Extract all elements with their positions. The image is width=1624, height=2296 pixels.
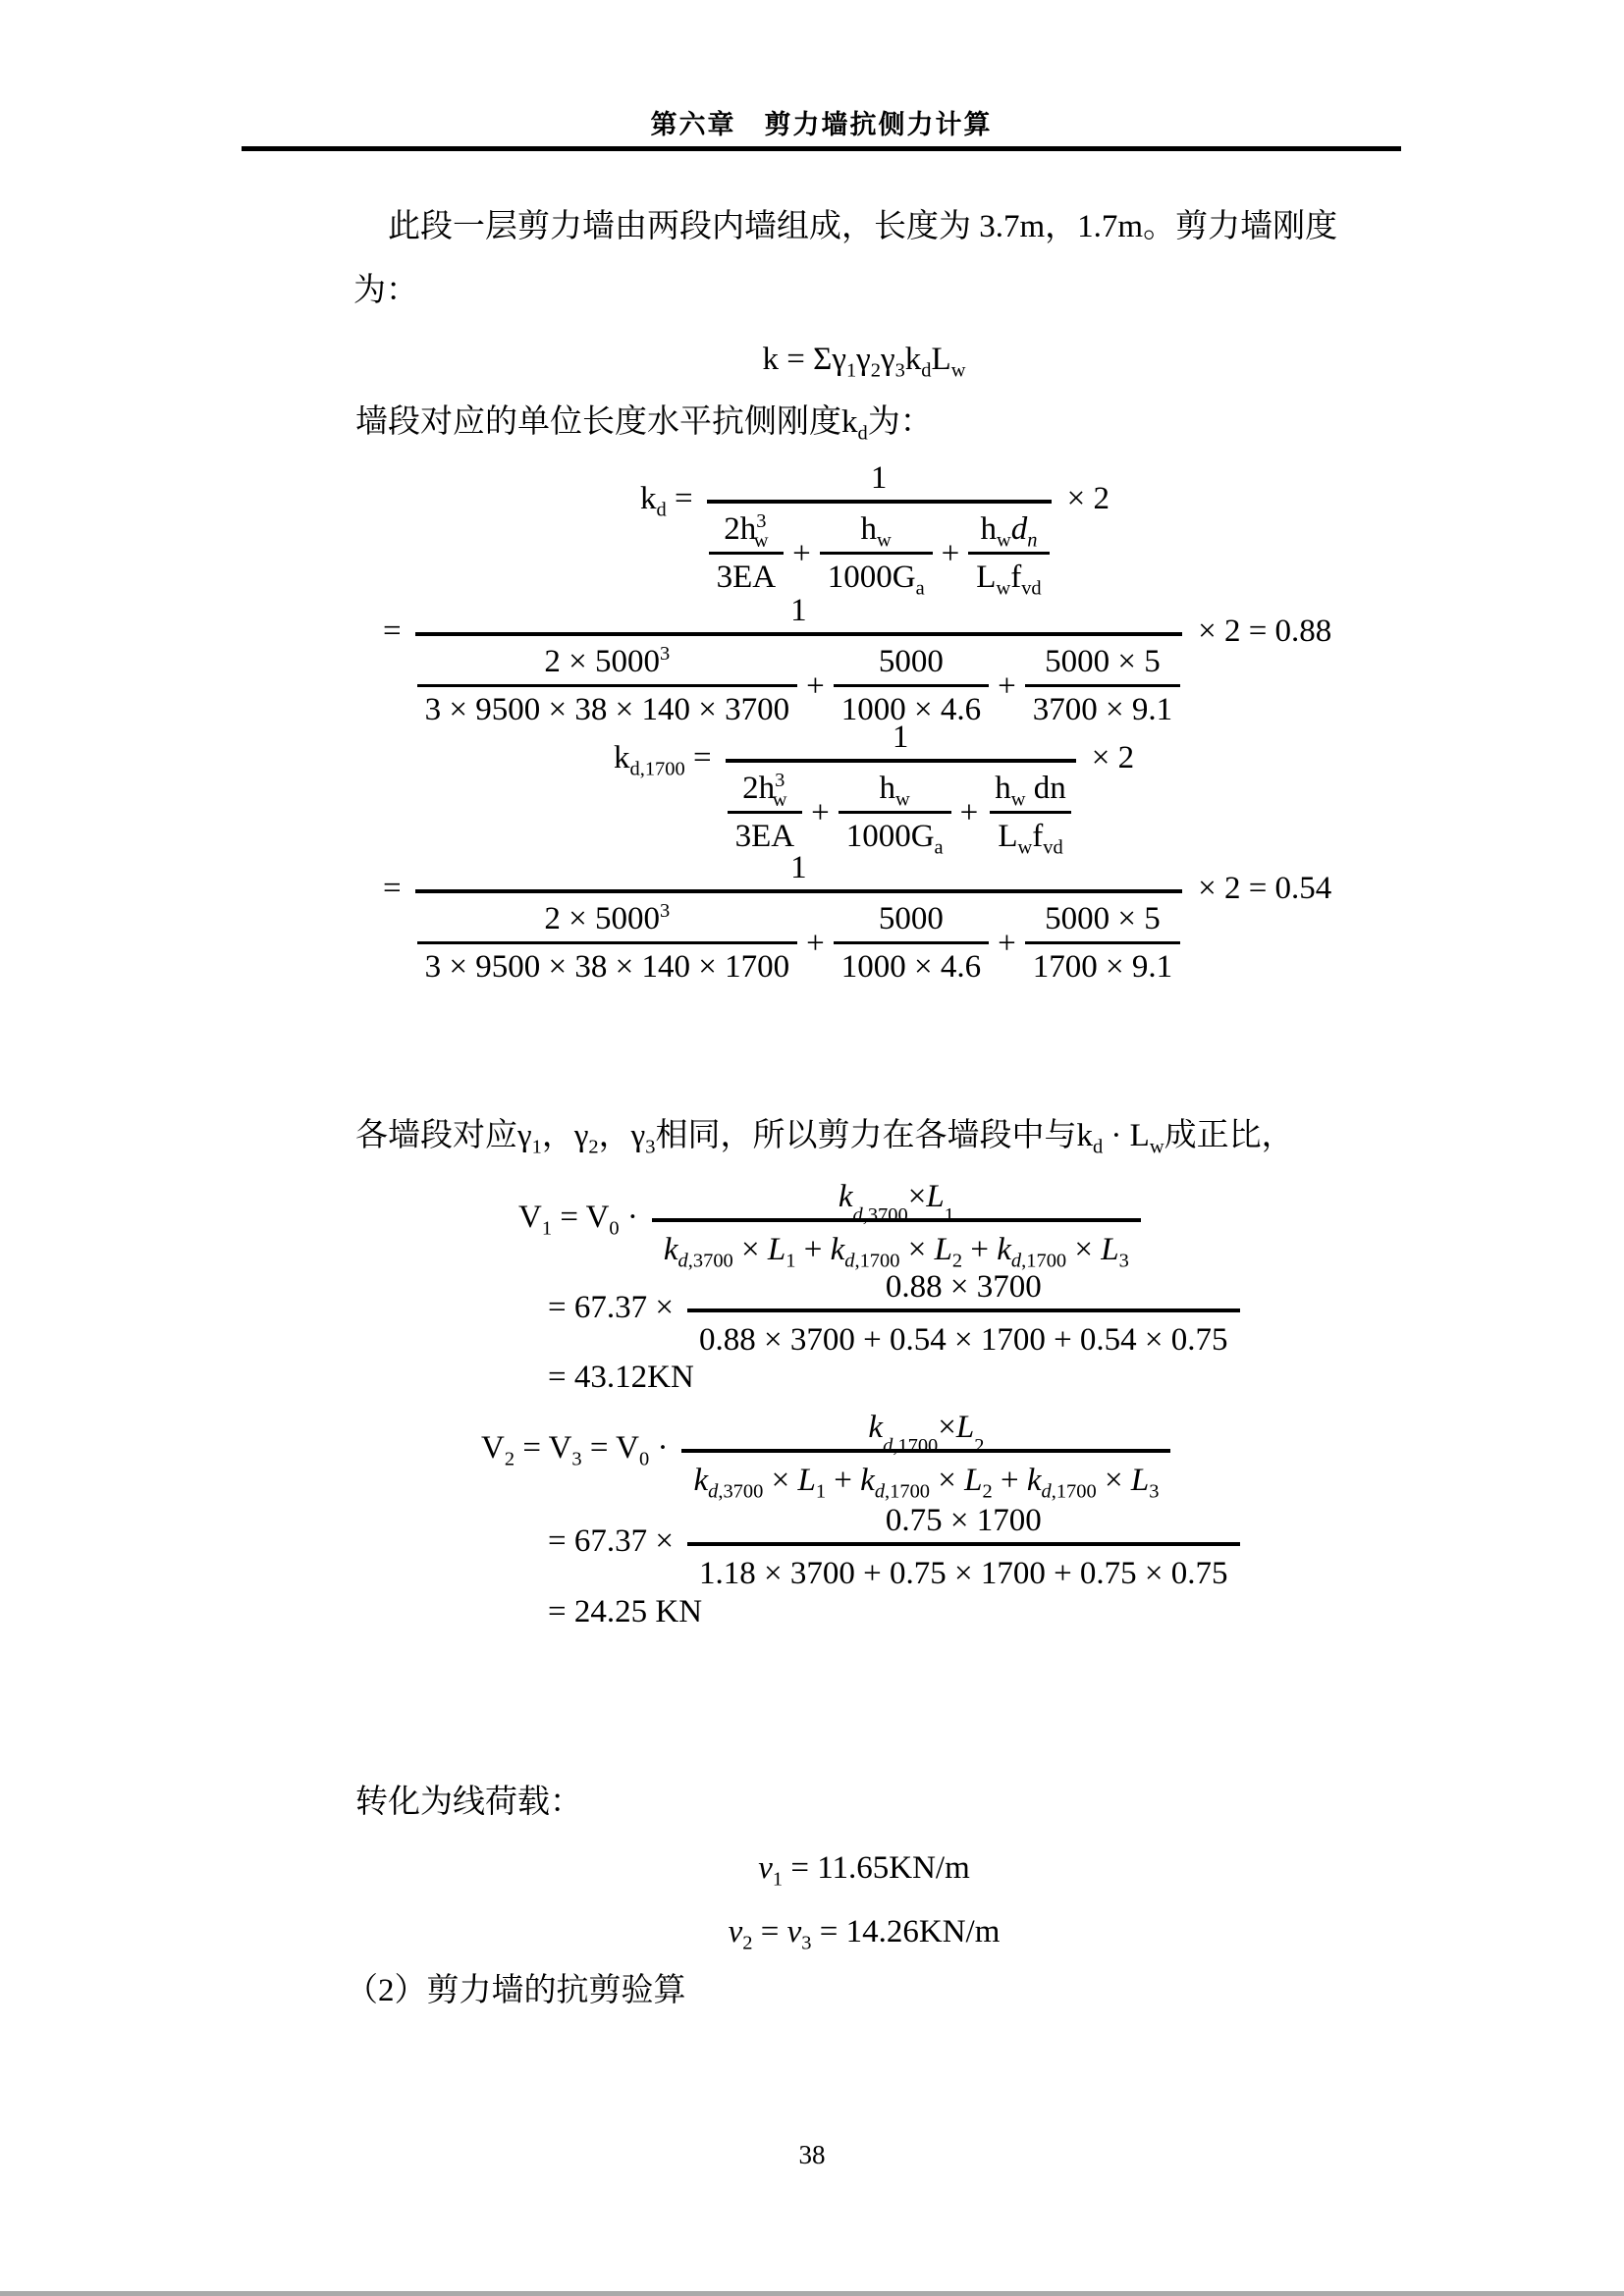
eq-v23-fraction — [681, 1399, 1170, 1504]
eq-kd1700-lhs: $k_{d,1700}$ = — [614, 740, 712, 780]
equation-nu1 — [245, 1846, 1483, 1890]
page-number: 38 — [798, 2140, 826, 2169]
eq-kd1700-term1-num: $2h^3_w$ — [742, 770, 787, 811]
eq-kd-term3-den: $L_wf_{vd}$ — [968, 552, 1049, 598]
eq-kdnum-term3-den: 3700 × 9.1 — [1025, 684, 1180, 730]
eq-kd1700num-term2-num: 5000 — [878, 901, 944, 936]
equation-v23 — [481, 1399, 1176, 1504]
eq-kdnum-term1-num: $2 \times 5000^3$ — [544, 643, 671, 679]
equation-nu1-text: $v_1 = 11.65KN/m$ — [758, 1850, 970, 1891]
plus-operator: + — [811, 794, 830, 830]
eq-kd-term2-num: $h_w$ — [860, 511, 892, 552]
eq-v23num-denominator: 1.18 × 3700 + 0.75 × 1700 + 0.75 × 0.75 — [687, 1542, 1240, 1597]
eq-kd1700num-term1-num: $2 \times 5000^3$ — [544, 900, 671, 936]
eq-kd1700-term3-num: $h_w$ dn — [995, 771, 1066, 811]
eq-kd1700-term2-den: $1000G_a$ — [839, 811, 951, 857]
plus-operator: + — [941, 535, 960, 571]
eq-v1-fraction — [652, 1168, 1141, 1273]
eq-kdnum-term2-den: 1000 × 4.6 — [834, 684, 989, 730]
eq-kd1700num-numerator: 1 — [790, 850, 807, 885]
paragraph-intro-line2: 为： — [353, 273, 418, 308]
eq-kdnum-numerator: 1 — [790, 593, 807, 628]
equation-v23-numeric — [548, 1492, 1246, 1597]
eq-kdnum-term2-num: 5000 — [878, 644, 944, 679]
eq-kd1700num-denominator — [415, 889, 1182, 988]
eq-kdnum-lhs: = — [383, 614, 402, 649]
plus-operator: + — [959, 794, 979, 830]
eq-kd1700num-fraction — [415, 839, 1182, 988]
eq-v23-denominator: $k_{d,3700} \times L_1 + k_{d,1700} \times L_2 + k_{d,1700} \times L_3$ — [681, 1449, 1170, 1504]
eq-kd1700-term2-num: $h_w$ — [879, 771, 910, 811]
eq-v23num-numerator: 0.75 × 1700 — [885, 1503, 1042, 1538]
eq-kd-term3-num: $h_wd_n$ — [980, 511, 1038, 552]
eq-kd1700num-term1-den: 3 × 9500 × 38 × 140 × 1700 — [417, 941, 797, 988]
eq-v23num-lhs: = 67.37 × — [548, 1523, 674, 1559]
paragraph-kd-intro: 墙段对应的单位长度水平抗侧刚度$k_d$为： — [355, 404, 933, 445]
equation-kd-definition — [640, 450, 1110, 598]
equation-k-total — [245, 338, 1483, 381]
equation-v23-result: = 24.25 KN — [548, 1594, 703, 1629]
paragraph-proportional: 各墙段对应$\gamma_1$，$\gamma_2$，$\gamma_3$相同，所以剪力在各墙段中与$k_d \cdot L_w$成正比， — [355, 1118, 1294, 1158]
eq-v1num-lhs: = 67.37 × — [548, 1290, 674, 1325]
eq-kd1700num-term2-den: 1000 × 4.6 — [834, 941, 989, 988]
eq-kd1700-fraction — [726, 709, 1076, 857]
eq-kd-term1-num: $2h^3_w$ — [724, 510, 769, 552]
eq-kd1700-term1-den: 3EA — [728, 811, 803, 857]
eq-v1num-numerator: 0.88 × 3700 — [885, 1269, 1042, 1305]
eq-kd1700-rhs: × 2 — [1091, 740, 1135, 775]
equation-v1 — [518, 1168, 1147, 1273]
eq-kd1700-numerator: 1 — [892, 720, 909, 755]
plus-operator: + — [792, 535, 811, 571]
eq-v1num-denominator: 0.88 × 3700 + 0.54 × 1700 + 0.54 × 0.75 — [687, 1308, 1240, 1363]
eq-kd1700num-term3-num: 5000 × 5 — [1045, 901, 1161, 936]
eq-kd1700num-result: × 2 = 0.54 — [1198, 871, 1332, 906]
header-rule — [242, 146, 1401, 151]
eq-v23num-fraction — [687, 1492, 1240, 1597]
equation-v1-numeric — [548, 1258, 1246, 1363]
equation-kd1700-definition — [614, 709, 1134, 857]
paragraph-line-load: 转化为线荷载： — [355, 1785, 582, 1820]
equation-k-total-text: $k = \Sigma\gamma_1\gamma_2\gamma_3k_dL_w$ — [762, 342, 966, 382]
equation-kd1700-numeric — [383, 839, 1331, 988]
eq-kd1700num-term3-den: 1700 × 9.1 — [1025, 941, 1180, 988]
scan-bottom-edge — [0, 2291, 1624, 2296]
eq-kdnum-term1-den: 3 × 9500 × 38 × 140 × 3700 — [417, 684, 797, 730]
eq-kd-term2-den: $1000G_a$ — [820, 552, 933, 598]
eq-v1-lhs: $V_1 = V_0$ · — [518, 1200, 638, 1240]
equation-nu23 — [245, 1910, 1483, 1953]
eq-kd-fraction — [707, 450, 1052, 598]
plus-operator: + — [998, 925, 1016, 961]
plus-operator: + — [998, 667, 1016, 704]
paragraph-intro-line1: 此段一层剪力墙由两段内墙组成，长度为 3.7m，1.7m。剪力墙刚度 — [388, 209, 1338, 244]
eq-v1-numerator: k d,3700 × L 1 — [838, 1179, 954, 1226]
plus-operator: + — [806, 667, 825, 704]
section-heading-shear-check: （2）剪力墙的抗剪验算 — [346, 1973, 686, 2008]
eq-kd1700num-lhs: = — [383, 871, 402, 906]
eq-v23-lhs: $V_2 = V_3 = V_0$ · — [481, 1430, 669, 1470]
eq-kd-term1-den: 3EA — [709, 552, 785, 598]
eq-kd-rhs: × 2 — [1066, 481, 1110, 516]
plus-operator: + — [806, 925, 825, 961]
eq-kdnum-result: × 2 = 0.88 — [1198, 614, 1332, 649]
eq-kd-lhs: $k_d$ = — [640, 481, 693, 521]
eq-v23-numerator: k d,1700 × L 2 — [868, 1410, 985, 1457]
eq-v1-denominator: $k_{d,3700} \times L_1 + k_{d,1700} \times L_2 + k_{d,1700} \times L_3$ — [652, 1218, 1141, 1273]
eq-v1num-fraction — [687, 1258, 1240, 1363]
equation-nu23-text: $v_2 = v_3 = 14.26KN/m$ — [728, 1914, 1001, 1954]
eq-kd-numerator: 1 — [870, 460, 888, 496]
equation-v1-result: = 43.12KN — [548, 1360, 694, 1395]
eq-kdnum-term3-num: 5000 × 5 — [1045, 644, 1161, 679]
eq-kd1700-term3-den: $L_wf_{vd}$ — [990, 811, 1070, 857]
page-header-title: 第六章 剪力墙抗侧力计算 — [650, 110, 993, 139]
